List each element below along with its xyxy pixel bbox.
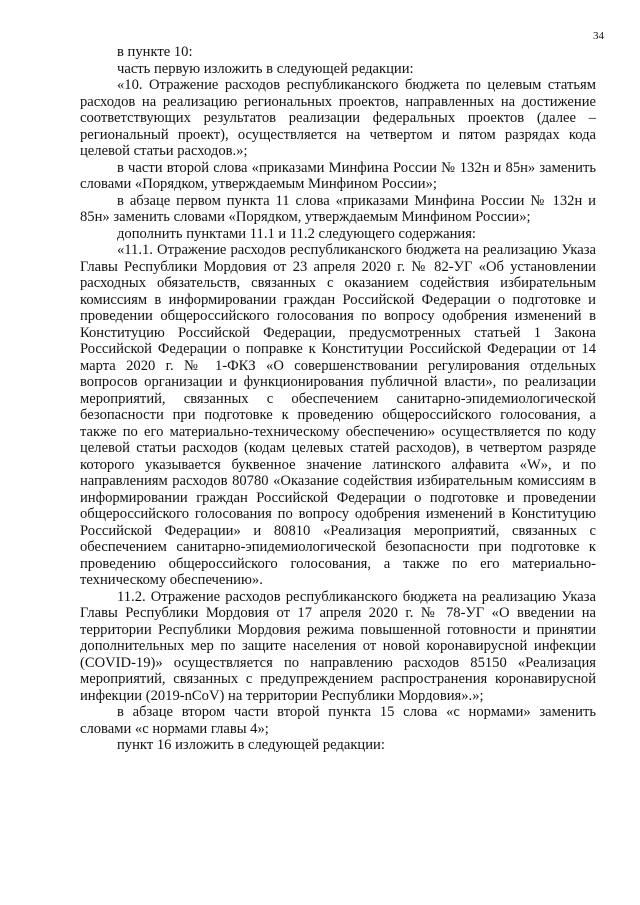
paragraph-point-10-intro: в пункте 10: — [117, 44, 193, 60]
paragraph-point-11-amendment: в абзаце первом пункта 11 слова «приказами Минфина России № 132н и 85н» заменить словами «Порядком, утверждаемым Минфином России»; — [80, 192, 596, 225]
document-body — [80, 44, 596, 754]
paragraph-add-points-intro: дополнить пунктами 11.1 и 11.2 следующего содержания: — [117, 225, 476, 242]
paragraph-point-11-1: «11.1. Отражение расходов республиканского бюджета на реализацию Указа Главы Республики Мордовия от 23 апреля 2020 г. № 82-УГ «Об установлении расходных обязательств, связанных с оказанием содействия избирательным комиссиям в информировании граждан Российской Федерации о подготовке и проведении общероссийского голосования по вопросу одобрения изменений в Конституцию Российской Федерации, предусмотренных статьей 1 Закона Российской Федерации о поправке к Конституции Российской Федерации от 14 марта 2020 г. № 1-ФКЗ «О совершенствовании регулирования отдельных вопросов организации и функционирования публичной власти», по реализации мероприятий, связанных с обеспечением санитарно-эпидемиологической безопасности при подготовке к проведению общероссийского голосования, а также по его материально-техническому обеспечению» осуществляется по коду целевой статьи расходов (кодам целевых статей расходов), в четвертом разряде которого указывается буквенное значение латинского алфавита «W», и по направлениям расходов 80780 «Оказание содействия избирательным комиссиям в информировании граждан Российской Федерации о подготовке и проведении общероссийского голосования по вопросу одобрения изменений в Конституцию Российской Федерации» и 80810 «Реализация мероприятий, связанных с обеспечением санитарно-эпидемиологической безопасности при подготовке к проведению общероссийского голосования, а также по его материально-техническому обеспечению». — [80, 242, 596, 588]
paragraph-point-10-text: «10. Отражение расходов республиканского бюджета по целевым статьям расходов на реализацию региональных проектов, направленных на достижение соответствующих результатов реализации федеральных проектов (далее – региональный проект), осуществляется на четвертом и пятом разрядах кода целевой статьи расходов.»; — [80, 77, 596, 159]
paragraph-point-15-amendment: в абзаце втором части второй пункта 15 слова «с нормами» заменить словами «с нормами главы 4»; — [80, 704, 596, 737]
paragraph-point-16-intro: пункт 16 изложить в следующей редакции: — [117, 737, 385, 753]
page-number: 34 — [593, 30, 604, 42]
paragraph-point-11-2: 11.2. Отражение расходов республиканского бюджета на реализацию Указа Главы Республики Мордовия от 17 апреля 2020 г. № 78-УГ «О введении на территории Республики Мордовия режима повышенной готовности и принятии дополнительных мер по защите населения от новой коронавирусной инфекции (COVID-19)» осуществляется по направлению расходов 85150 «Реализация мероприятий, связанных с предупреждением распространения коронавирусной инфекции (2019-nCoV) на территории Республики Мордовия».»; — [80, 588, 596, 704]
paragraph-part-two-amendment: в части второй слова «приказами Минфина России № 132н и 85н» заменить словами «Порядком, утверждаемым Минфином России»; — [80, 159, 596, 192]
paragraph-part-one-intro: часть первую изложить в следующей редакции: — [117, 60, 414, 77]
